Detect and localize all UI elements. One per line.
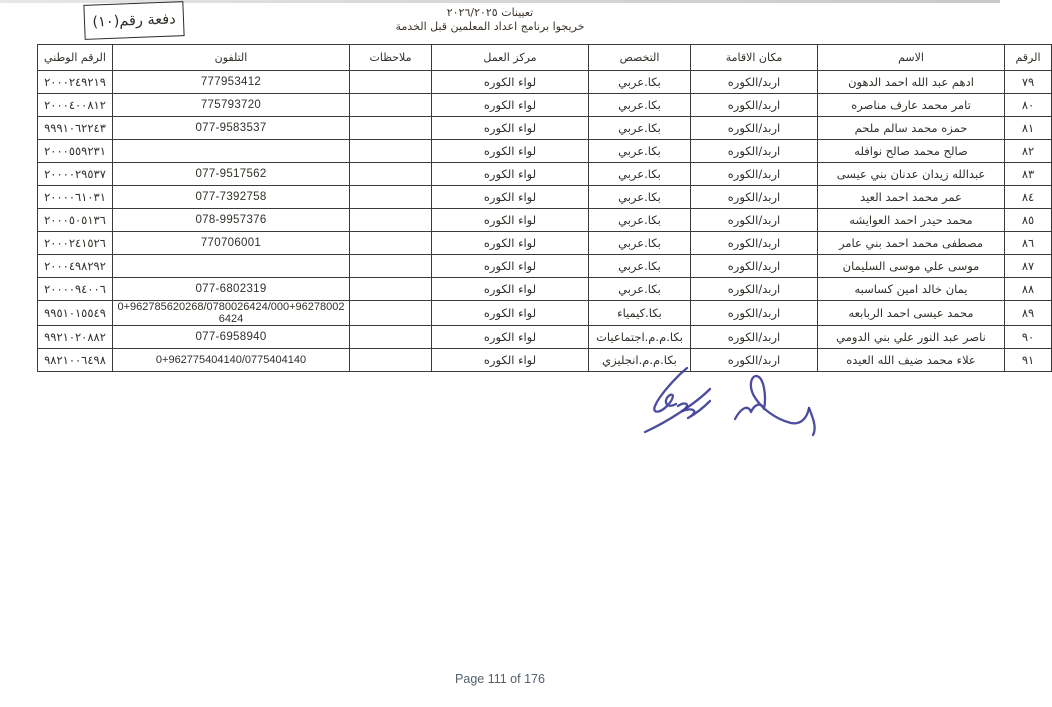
cell-notes [350,349,432,372]
document-title-year: تعيينات ٢٠٢٦/٢٠٢٥ [446,6,534,19]
cell-work-center: لواء الكوره [432,255,589,278]
cell-major: بكا.عربي [589,186,691,209]
cell-national-id: ٩٩٢١٠٢٠٨٨٢ [38,326,113,349]
signature-left-icon [645,368,710,432]
cell-notes [350,255,432,278]
cell-phone: 077-6802319 [113,278,350,301]
cell-work-center: لواء الكوره [432,278,589,301]
cell-phone: 077-9583537 [113,117,350,140]
cell-notes [350,71,432,94]
cell-name: ادهم عبد الله احمد الدهون [818,71,1005,94]
cell-number: ٨٢ [1005,140,1052,163]
cell-national-id: ٢٠٠٠٠٢٩٥٣٧ [38,163,113,186]
cell-name: محمد عيسى احمد الربابعه [818,301,1005,326]
cell-name: موسى علي موسى السليمان [818,255,1005,278]
cell-work-center: لواء الكوره [432,94,589,117]
cell-major: بكا.عربي [589,71,691,94]
cell-national-id: ٢٠٠٠٢٤٩٢١٩ [38,71,113,94]
cell-major: بكا.م.م.انجليزي [589,349,691,372]
cell-name: عمر محمد احمد العيد [818,186,1005,209]
cell-number: ٨٨ [1005,278,1052,301]
cell-notes [350,278,432,301]
cell-work-center: لواء الكوره [432,301,589,326]
cell-name: محمد حيدر احمد العوايشه [818,209,1005,232]
table-row [38,255,1052,278]
cell-phone [113,140,350,163]
header-major: التخصص [589,45,691,71]
cell-phone: 770706001 [113,232,350,255]
cell-phone [113,255,350,278]
cell-residence: اربد/الكوره [691,209,818,232]
cell-national-id: ٩٩٩١٠٦٢٢٤٣ [38,117,113,140]
document-title-program: خريجوا برنامج اعداد المعلمين قبل الخدمة [395,20,585,33]
cell-residence: اربد/الكوره [691,117,818,140]
cell-number: ٩٠ [1005,326,1052,349]
cell-number: ٨٧ [1005,255,1052,278]
table-row [38,301,1052,326]
cell-major: بكا.عربي [589,94,691,117]
table-row [38,186,1052,209]
cell-notes [350,117,432,140]
table-row [38,163,1052,186]
cell-national-id: ٢٠٠٠٠٩٤٠٠٦ [38,278,113,301]
header-number: الرقم [1005,45,1052,71]
cell-major: بكا.كيمياء [589,301,691,326]
cell-name: تامر محمد عارف مناصره [818,94,1005,117]
table-row [38,71,1052,94]
cell-name: علاء محمد ضيف الله العيده [818,349,1005,372]
header-residence: مكان الاقامة [691,45,818,71]
cell-work-center: لواء الكوره [432,117,589,140]
cell-national-id: ٩٩٥١٠١٥٥٤٩ [38,301,113,326]
cell-residence: اربد/الكوره [691,94,818,117]
cell-number: ٨٤ [1005,186,1052,209]
cell-national-id: ٢٠٠٠٠٦١٠٣١ [38,186,113,209]
cell-major: بكا.عربي [589,255,691,278]
cell-name: مصطفى محمد احمد بني عامر [818,232,1005,255]
cell-national-id: ٢٠٠٠٤٩٨٢٩٢ [38,255,113,278]
cell-number: ٧٩ [1005,71,1052,94]
document-header [0,6,980,34]
cell-name: ناصر عبد النور علي بني الدومي [818,326,1005,349]
cell-notes [350,301,432,326]
cell-residence: اربد/الكوره [691,163,818,186]
cell-major: بكا.م.م.اجتماعيات [589,326,691,349]
cell-number: ٨١ [1005,117,1052,140]
cell-phone: 0+962775404140/0775404140 [113,349,350,372]
cell-name: صالح محمد صالح نوافله [818,140,1005,163]
cell-residence: اربد/الكوره [691,186,818,209]
cell-major: بكا.عربي [589,232,691,255]
table-row [38,278,1052,301]
cell-phone: 775793720 [113,94,350,117]
cell-number: ٩١ [1005,349,1052,372]
cell-national-id: ٢٠٠٠٥٥٩٢٣١ [38,140,113,163]
cell-name: يمان خالد امين كساسبه [818,278,1005,301]
handwritten-signatures [615,362,845,442]
cell-residence: اربد/الكوره [691,255,818,278]
cell-phone: 0+962785620268/0780026424/000+962780026424 [113,301,350,326]
cell-number: ٨٦ [1005,232,1052,255]
cell-major: بكا.عربي [589,209,691,232]
cell-notes [350,163,432,186]
cell-phone: 078-9957376 [113,209,350,232]
cell-work-center: لواء الكوره [432,232,589,255]
table-row [38,326,1052,349]
header-phone: التلفون [113,45,350,71]
table-row [38,232,1052,255]
cell-residence: اربد/الكوره [691,301,818,326]
cell-number: ٨٠ [1005,94,1052,117]
cell-notes [350,326,432,349]
cell-number: ٨٥ [1005,209,1052,232]
table-body [38,71,1052,372]
header-notes: ملاحظات [350,45,432,71]
table-row [38,94,1052,117]
cell-work-center: لواء الكوره [432,140,589,163]
table-row [38,349,1052,372]
cell-major: بكا.عربي [589,117,691,140]
cell-residence: اربد/الكوره [691,232,818,255]
cell-residence: اربد/الكوره [691,71,818,94]
cell-work-center: لواء الكوره [432,163,589,186]
cell-notes [350,94,432,117]
cell-number: ٨٣ [1005,163,1052,186]
batch-number-label: دفعة رقم(١٠) [92,10,176,31]
cell-phone: 777953412 [113,71,350,94]
cell-major: بكا.عربي [589,163,691,186]
cell-national-id: ٩٨٢١٠٠٦٤٩٨ [38,349,113,372]
header-national-id: الرقم الوطني [38,45,113,71]
cell-residence: اربد/الكوره [691,349,818,372]
cell-notes [350,186,432,209]
header-name: الاسم [818,45,1005,71]
cell-notes [350,209,432,232]
cell-national-id: ٢٠٠٠٥٠٥١٣٦ [38,209,113,232]
cell-residence: اربد/الكوره [691,278,818,301]
cell-number: ٨٩ [1005,301,1052,326]
cell-phone: 077-9517562 [113,163,350,186]
cell-residence: اربد/الكوره [691,326,818,349]
cell-name: حمزه محمد سالم ملحم [818,117,1005,140]
header-work-center: مركز العمل [432,45,589,71]
cell-notes [350,140,432,163]
table-header-row [38,45,1052,71]
cell-major: بكا.عربي [589,140,691,163]
appointments-table [37,44,1052,372]
cell-work-center: لواء الكوره [432,349,589,372]
table-row [38,117,1052,140]
cell-national-id: ٢٠٠٠٤٠٠٨١٢ [38,94,113,117]
signature-right-icon [735,376,815,435]
cell-work-center: لواء الكوره [432,71,589,94]
cell-name: عبدالله زيدان عدنان بني عيسى [818,163,1005,186]
table-row [38,209,1052,232]
cell-work-center: لواء الكوره [432,209,589,232]
cell-residence: اربد/الكوره [691,140,818,163]
cell-phone: 077-6958940 [113,326,350,349]
page-indicator: Page 111 of 176 [455,672,545,686]
cell-work-center: لواء الكوره [432,186,589,209]
table-row [38,140,1052,163]
cell-work-center: لواء الكوره [432,326,589,349]
cell-phone: 077-7392758 [113,186,350,209]
cell-major: بكا.عربي [589,278,691,301]
cell-national-id: ٢٠٠٠٢٤١٥٢٦ [38,232,113,255]
cell-notes [350,232,432,255]
